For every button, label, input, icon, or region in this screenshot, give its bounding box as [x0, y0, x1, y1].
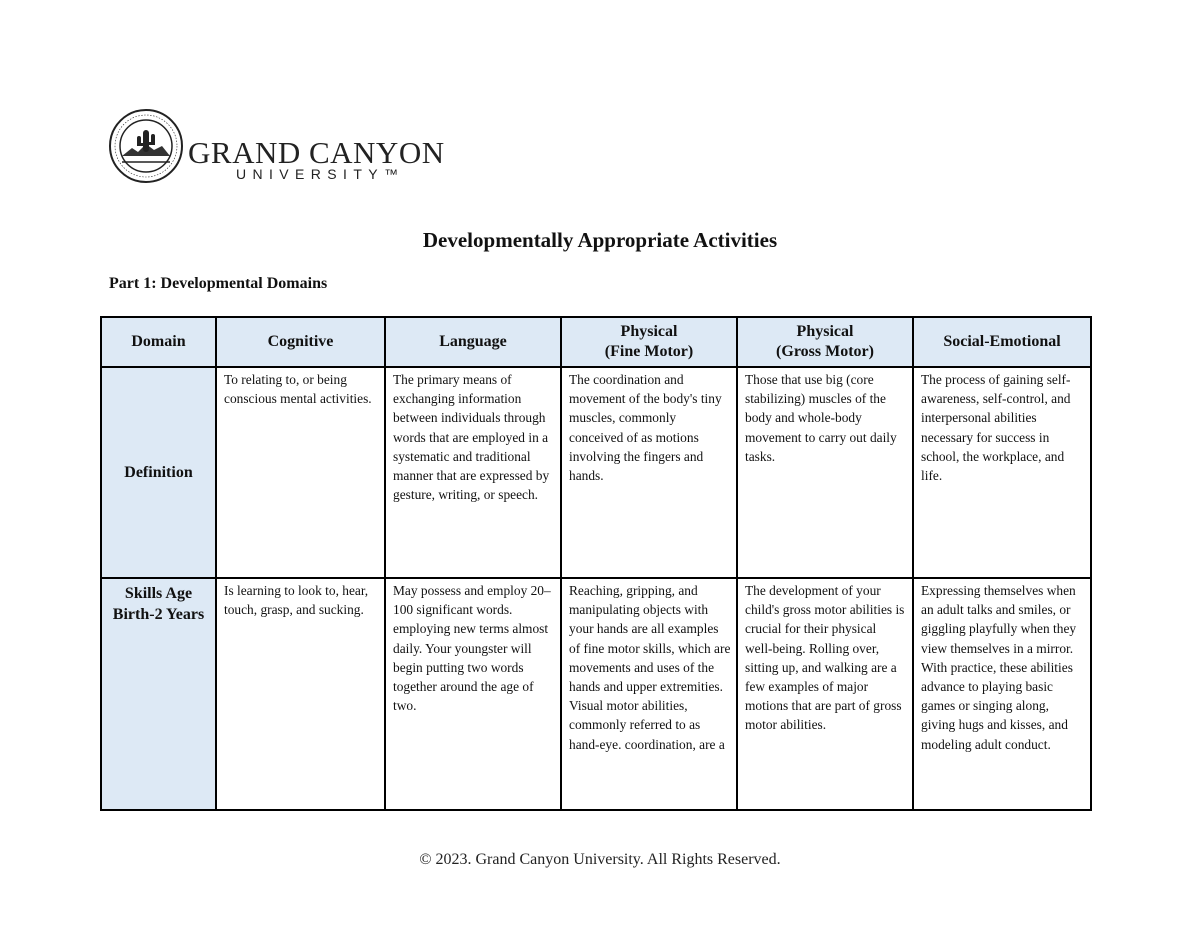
university-seal-icon [108, 108, 184, 184]
cell-skills-language: May possess and employ 20–100 significant words. employing new terms almost daily. Your youngster will begin putting two words together around the age of two. [385, 578, 561, 810]
copyright-footer: © 2023. Grand Canyon University. All Rights Reserved. [419, 851, 781, 868]
header-fine-motor [561, 317, 737, 367]
gcu-logo [108, 108, 448, 188]
university-name: GRAND CANYON [188, 135, 445, 170]
cell-skills-cognitive: Is learning to look to, hear, touch, grasp, and sucking. [216, 578, 385, 810]
cell-definition-social: The process of gaining self-awareness, self-control, and interpersonal abilities necessary for success in school, the workplace, and life. [913, 367, 1091, 578]
table-row-definition [101, 367, 1091, 578]
cell-definition-fine-motor: The coordination and movement of the body's tiny muscles, commonly conceived of as motions involving the fingers and hands. [561, 367, 737, 578]
header-domain: Domain [101, 317, 216, 367]
cell-skills-gross-motor: The development of your child's gross motor abilities is crucial for their physical well-being. Rolling over, sitting up, and walking are a few examples of major motions that are part of gross motor abilities. [737, 578, 913, 810]
table-header-row [101, 317, 1091, 367]
header-fine-motor-line2: (Fine Motor) [604, 343, 694, 360]
table-row-skills [101, 578, 1091, 810]
header-gross-motor [737, 317, 913, 367]
university-subtitle: UNIVERSITY™ [236, 166, 405, 182]
page-title: Developmentally Appropriate Activities [422, 228, 778, 252]
header-cognitive: Cognitive [216, 317, 385, 367]
header-social-emotional: Social-Emotional [913, 317, 1091, 367]
header-gross-motor-line2: (Gross Motor) [776, 343, 874, 360]
cell-skills-fine-motor: Reaching, gripping, and manipulating objects with your hands are all examples of fine motor skills, which are movements and uses of the hands and upper extremities. Visual motor abilities, commonly referred to as hand-eye. coordination, are a [561, 578, 737, 810]
cell-definition-language: The primary means of exchanging information between individuals through words that are employed in a systematic and traditional manner that are expressed by gesture, writing, or speech. [385, 367, 561, 578]
cell-definition-cognitive: To relating to, or being conscious mental activities. [216, 367, 385, 578]
cell-skills-social: Expressing themselves when an adult talks and smiles, or giggling playfully when they view themselves in a mirror. With practice, these abilities advance to playing basic games or singing along, giving hugs and kisses, and modeling adult conduct. [913, 578, 1091, 810]
row-label-skills: Skills Age Birth-2 Years [101, 578, 216, 810]
header-fine-motor-line1: Physical [620, 323, 678, 340]
header-gross-motor-line1: Physical [796, 323, 854, 340]
part-heading: Part 1: Developmental Domains [109, 275, 328, 292]
cell-definition-gross-motor: Those that use big (core stabilizing) muscles of the body and whole-body movement to carry out daily tasks. [737, 367, 913, 578]
row-label-definition: Definition [101, 367, 216, 578]
header-language: Language [385, 317, 561, 367]
domains-table [100, 316, 1092, 811]
